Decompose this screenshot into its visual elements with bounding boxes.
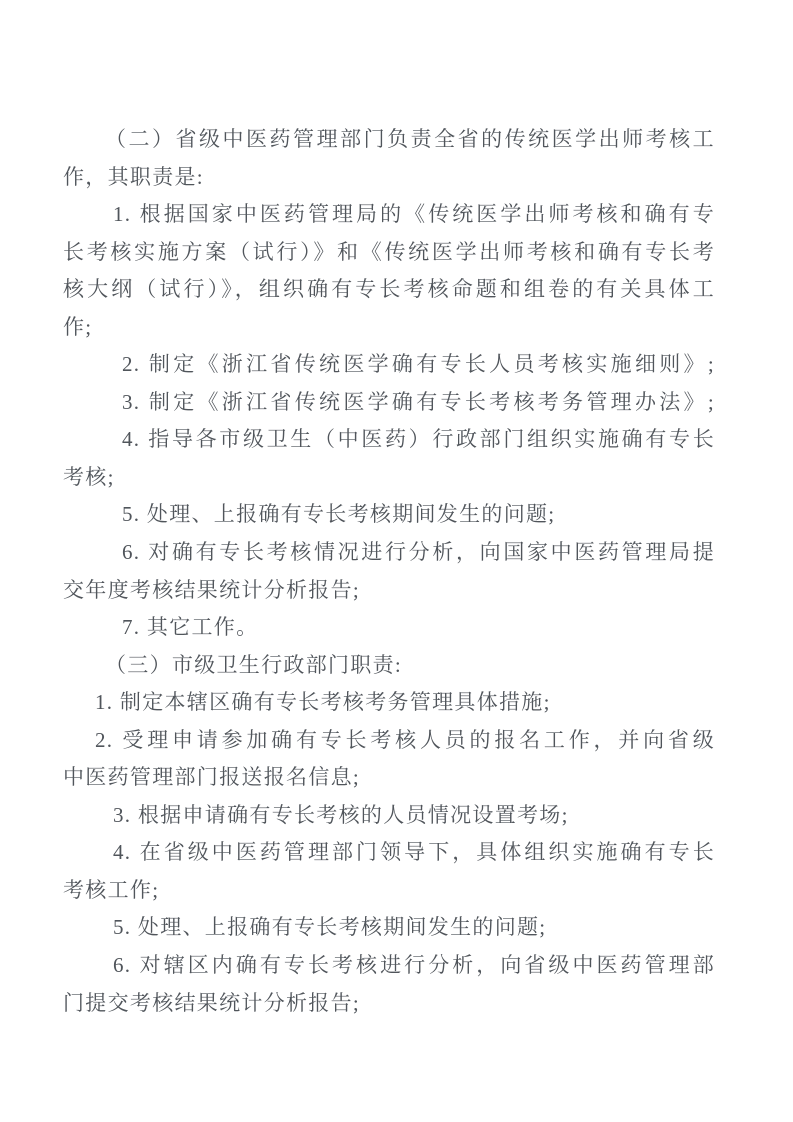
text-line: 作，其职责是: bbox=[63, 164, 204, 189]
text-line: 5. 处理、上报确有专长考核期间发生的问题; bbox=[113, 915, 547, 940]
text-line: （二）省级中医药管理部门负责全省的传统医学出师考核工 bbox=[105, 127, 715, 151]
text-line: 2. 受理申请参加确有专长考核人员的报名工作，并向省级 bbox=[95, 727, 715, 752]
text-line: 交年度考核结果统计分析报告; bbox=[63, 577, 361, 602]
text-line: 3. 制定《浙江省传统医学确有专长考核考务管理办法》; bbox=[122, 389, 715, 414]
text-line: 考核; bbox=[63, 464, 115, 489]
text-line: 考核工作; bbox=[63, 877, 160, 902]
text-line: 4. 在省级中医药管理部门领导下，具体组织实施确有专长 bbox=[113, 840, 715, 865]
text-line: 1. 根据国家中医药管理局的《传统医学出师考核和确有专 bbox=[113, 202, 715, 227]
text-line: 中医药管理部门报送报名信息; bbox=[63, 765, 361, 790]
text-line: 6. 对辖区内确有专长考核进行分析，向省级中医药管理部 bbox=[113, 953, 715, 978]
text-line: 3. 根据申请确有专长考核的人员情况设置考场; bbox=[113, 802, 569, 827]
text-line: 门提交考核结果统计分析报告; bbox=[63, 990, 361, 1015]
text-line: 作; bbox=[63, 314, 93, 339]
text-line: 5. 处理、上报确有专长考核期间发生的问题; bbox=[122, 502, 556, 527]
text-line: 长考核实施方案（试行）》和《传统医学出师考核和确有专长考 bbox=[63, 239, 715, 264]
document-body bbox=[63, 121, 715, 1022]
text-line: 核大纲（试行）》，组织确有专长考核命题和组卷的有关具体工 bbox=[63, 277, 715, 302]
text-line: 2. 制定《浙江省传统医学确有专长人员考核实施细则》; bbox=[122, 352, 715, 377]
text-line: 6. 对确有专长考核情况进行分析，向国家中医药管理局提 bbox=[122, 540, 715, 565]
text-line: 4. 指导各市级卫生（中医药）行政部门组织实施确有专长 bbox=[122, 427, 715, 452]
text-line: 1. 制定本辖区确有专长考核考务管理具体措施; bbox=[95, 690, 551, 715]
text-line: 7. 其它工作。 bbox=[122, 615, 259, 640]
text-line: （三）市级卫生行政部门职责: bbox=[105, 652, 403, 677]
